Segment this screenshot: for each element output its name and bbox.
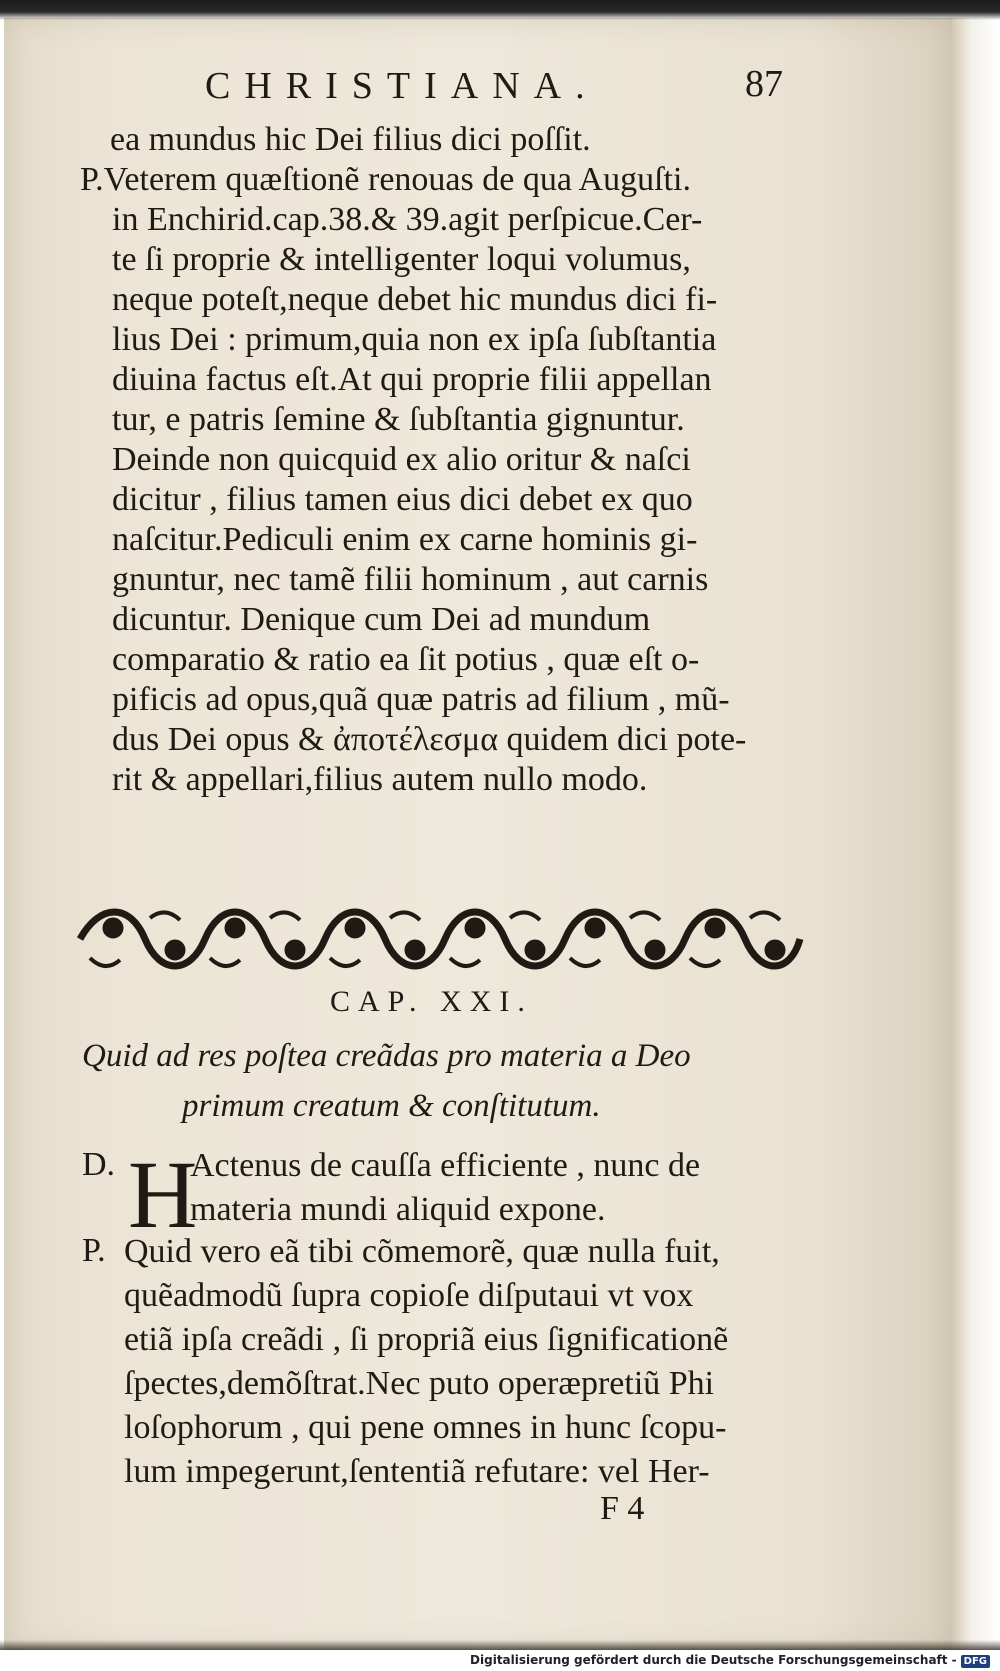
- text-line: dicitur , filius tamen eius dici debet ex quo: [112, 481, 693, 518]
- chapter-title-line: Quid ad res poſtea creãdas pro materia a Deo: [82, 1038, 691, 1074]
- page-edge: [952, 18, 1000, 1658]
- text-line: comparatio & ratio ea ſit potius , quæ eſt o-: [112, 641, 700, 678]
- text-line: loſophorum , qui pene omnes in hunc ſcopu-: [124, 1409, 727, 1446]
- text-line: pificis ad opus,quã quæ patris ad filium , mũ-: [112, 681, 730, 718]
- text-line: dus Dei opus & ἀποτέλεσμα quidem dici pote-: [112, 721, 747, 758]
- text-line: neque poteſt,neque debet hic mundus dici fi-: [112, 281, 718, 318]
- text-line: ſpectes,demõſtrat.Nec puto operæpretiũ Phi: [124, 1365, 715, 1402]
- decorative-ornament-band: [75, 898, 805, 980]
- text-line: rit & appellari,filius autem nullo modo.: [112, 761, 648, 798]
- speaker-label-p: P.: [82, 1232, 106, 1269]
- text-line: tur, e patris ſemine & ſubſtantia gignuntur.: [112, 401, 685, 438]
- text-line: diuina factus eſt.At qui proprie filii appellan: [112, 361, 712, 398]
- chapter-title-line: primum creatum & conſtitutum.: [182, 1088, 601, 1124]
- text-line: etiã ipſa creãdi , ſi propriã eius ſignificationẽ: [124, 1321, 729, 1358]
- text-line: te ſi proprie & intelligenter loqui volumus,: [112, 241, 691, 278]
- text-line: dicuntur. Denique cum Dei ad mundum: [112, 601, 651, 638]
- running-head: CHRISTIANA.: [205, 65, 599, 107]
- text-line: P.Veterem quæſtionẽ renouas de qua Auguſti.: [80, 161, 691, 198]
- upper-text-block: [80, 120, 810, 840]
- digitization-footer: [0, 1650, 1000, 1671]
- text-line: gnuntur, nec tamẽ filii hominum , aut carnis: [112, 561, 709, 598]
- text-line: materia mundi aliquid expone.: [190, 1191, 606, 1228]
- text-line: ea mundus hic Dei filius dici poſſit.: [110, 121, 591, 158]
- text-line: lius Dei : primum,quia non ex ipſa ſubſtantia: [112, 321, 717, 358]
- text-line: naſcitur.Pediculi enim ex carne hominis gi-: [112, 521, 698, 558]
- page-number: 87: [745, 63, 783, 105]
- text-line: lum impegerunt,ſententiã refutare: vel Her-: [124, 1453, 710, 1490]
- text-line: Deinde non quicquid ex alio oritur & naſci: [112, 441, 691, 478]
- top-shadow: [0, 0, 1000, 20]
- speaker-label-d: D.: [82, 1146, 116, 1183]
- signature-mark: F 4: [600, 1490, 645, 1527]
- funding-credit: [470, 1653, 990, 1668]
- text-line: in Enchirid.cap.38.& 39.agit perſpicue.Cer-: [112, 201, 703, 238]
- text-line: Quid vero eã tibi cõmemorẽ, quæ nulla fuit,: [124, 1233, 720, 1270]
- credit-text: Digitalisierung gefördert durch die Deutsche Forschungsgemeinschaft -: [470, 1653, 957, 1667]
- text-line: Actenus de cauſſa efficiente , nunc de: [190, 1147, 701, 1184]
- text-line: quẽadmodũ ſupra copioſe diſputaui vt vox: [124, 1277, 694, 1314]
- dfg-logo: DFG: [961, 1655, 990, 1668]
- drop-capital: H: [128, 1141, 198, 1248]
- chapter-heading: CAP. XXI.: [330, 985, 533, 1018]
